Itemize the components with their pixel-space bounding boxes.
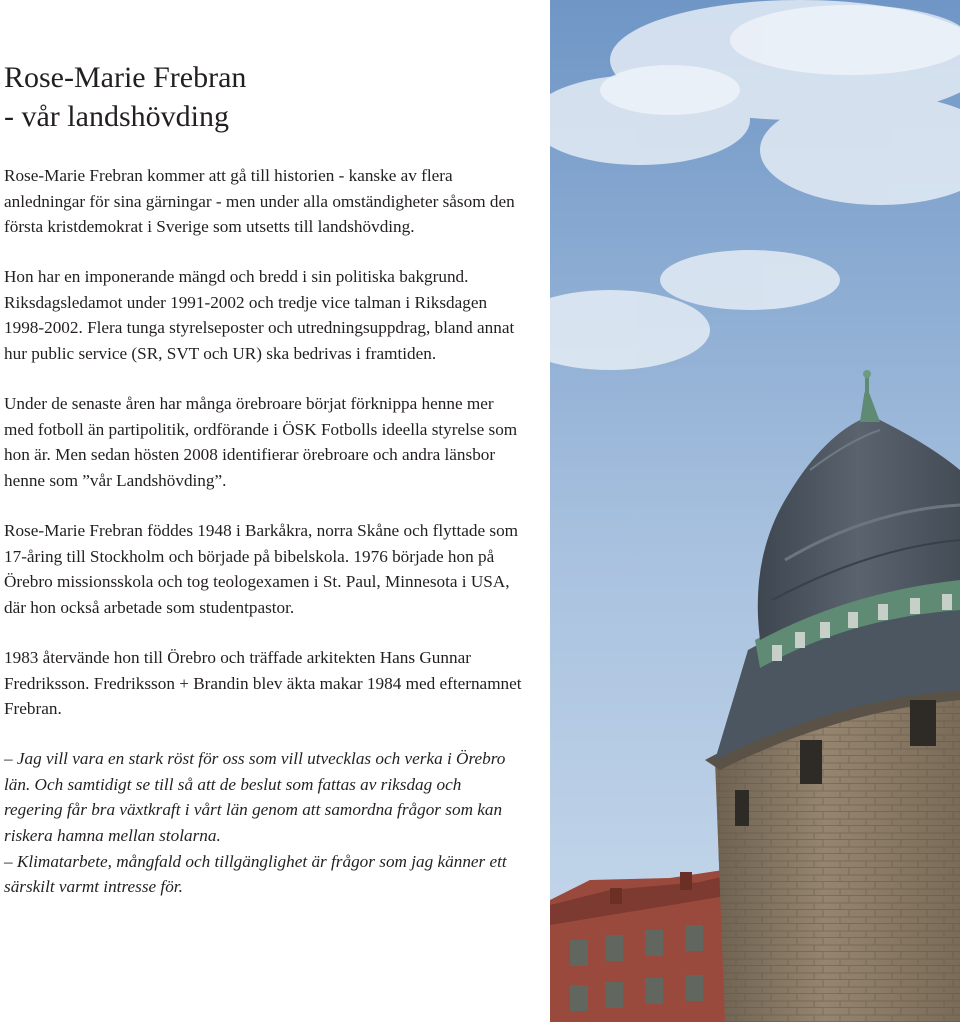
- paragraph-football: Under de senaste åren har många örebroare börjat förknippa henne mer med fotboll än partipolitik, ordförande i ÖSK Fotbolls ideella styrelse som hon är. Men sedan hösten 2008 identifierar örebroare och andra länsbor henne som ”vår Landshövding”.: [4, 394, 518, 490]
- quote-block: [4, 746, 524, 900]
- article: [4, 58, 524, 900]
- paragraph-background: Hon har en imponerande mängd och bredd i sin politiska bakgrund. Riksdagsledamot under 1991-2002 och tredje vice talman i Riksdagen 1998-2002. Flera tunga styrelseposter och utredningsuppdrag, bland annat hur public service (SR, SVT och UR) ska bedrivas i framtiden.: [4, 267, 515, 364]
- paragraph-marriage: 1983 återvände hon till Örebro och träffade arkitekten Hans Gunnar Fredriksson. Fredriksson + Brandin blev äkta makar 1984 med efternamnet Frebran.: [4, 647, 522, 719]
- title-line-2: - vår landshövding: [4, 100, 229, 133]
- quote-1: – Jag vill vara en stark röst för oss som vill utvecklas och verka i Örebro län. Och samtidigt se till så att de beslut som fattas av riksdag och regering får bra växtkraft i vårt län genom att samordna frågor som kan riskera hamna mellan stolarna.: [4, 749, 506, 845]
- paragraph-intro: Rose-Marie Frebran kommer att gå till historien - kanske av flera anledningar för sina gärningar - men under alla omständigheter såsom den första kristdemokrat i Sverige som utsetts till landshövding.: [4, 166, 515, 237]
- article-title: [4, 58, 524, 136]
- castle-tower-photo: [550, 0, 960, 1022]
- title-line-1: Rose-Marie Frebran: [4, 61, 247, 94]
- paragraph-early-life: Rose-Marie Frebran föddes 1948 i Barkåkra, norra Skåne och flyttade som 17-åring till Stockholm och började på bibelskola. 1976 började hon på Örebro missionsskola och tog teologexamen i St. Paul, Minnesota i USA, där hon också arbetade som studentpastor.: [4, 521, 519, 617]
- quote-2: – Klimatarbete, mångfald och tillgänglighet är frågor som jag känner ett särskilt varmt intresse för.: [4, 851, 507, 897]
